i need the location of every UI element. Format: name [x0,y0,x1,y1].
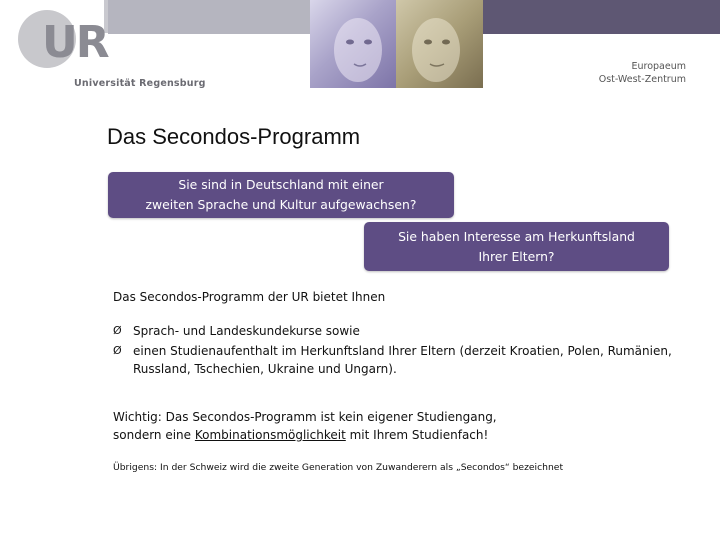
list-item [113,322,673,340]
europaeum-label [599,60,686,86]
header-band-right [483,0,720,34]
callout1-line2: zweiten Sprache und Kultur aufgewachsen? [145,197,417,212]
slide-title: Das Secondos-Programm [107,124,361,149]
important-line2 [113,426,673,444]
important-emphasis: Kombinationsmöglichkeit [194,428,346,442]
callout2-line2: Ihrer Eltern? [478,249,555,264]
portrait-woman-image [310,0,396,88]
callout-question-language [108,172,454,218]
list-item-text: Sprach- und Landeskundekurse sowie [133,324,360,338]
list-item [113,342,673,378]
bullet-arrow-icon: Ø [113,344,122,357]
list-item-text: einen Studienaufenthalt im Herkunftsland Ihrer Eltern (derzeit Kroatien, Polen, Rumänien, Russland, Tschechien, Ukraine und Ungarn). [133,344,672,376]
university-logo [18,10,206,90]
program-intro: Das Secondos-Programm der UR bietet Ihnen [113,290,386,304]
callout2-line1: Sie haben Interesse am Herkunftsland [398,229,635,244]
offer-list [113,322,673,380]
important-prefix: sondern eine [113,428,195,442]
important-note [113,408,673,444]
header-portraits-image [310,0,483,88]
callout1-line1: Sie sind in Deutschland mit einer [178,177,384,192]
important-line1: Wichtig: Das Secondos-Programm ist kein eigener Studiengang, [113,410,497,424]
important-suffix: mit Ihrem Studienfach! [345,428,489,442]
callout-question-interest [364,222,669,271]
university-name: Universität Regensburg [74,78,206,89]
portrait-man-image [396,0,483,88]
europaeum-line2: Ost-West-Zentrum [598,74,686,85]
bullet-arrow-icon: Ø [113,324,122,337]
logo-letters: UR [42,17,108,68]
footnote: Übrigens: In der Schweiz wird die zweite Generation von Zuwanderern als „Secondos“ bezeichnet [113,462,564,473]
europaeum-line1: Europaeum [631,61,686,72]
